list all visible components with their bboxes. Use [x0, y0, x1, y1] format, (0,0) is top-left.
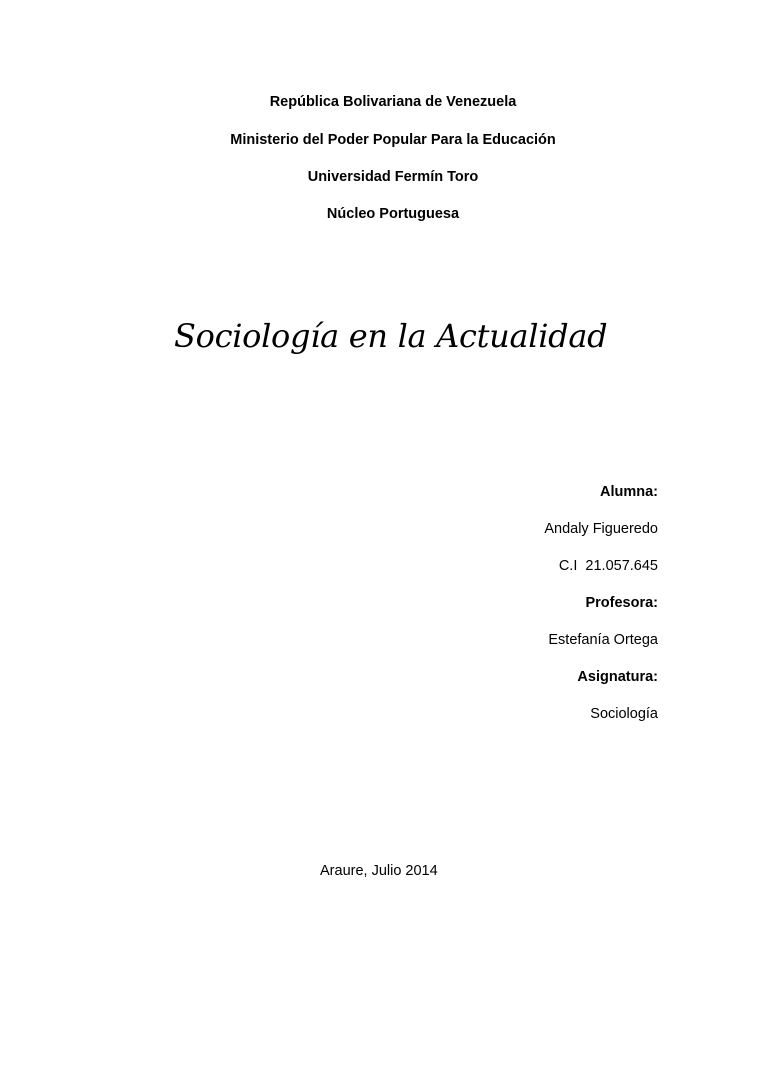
university-line: Universidad Fermín Toro — [307, 169, 479, 185]
campus-line: Núcleo Portuguesa — [326, 206, 460, 222]
subject-name: Sociología — [590, 706, 658, 722]
student-id: C.I 21.057.645 — [558, 558, 658, 574]
student-label: Alumna: — [600, 484, 658, 500]
author-info-block — [544, 482, 658, 741]
teacher-name: Estefanía Ortega — [548, 632, 658, 648]
teacher-label: Profesora: — [585, 595, 658, 611]
country-line: República Bolivariana de Venezuela — [269, 94, 517, 110]
ministry-line: Ministerio del Poder Popular Para la Educación — [230, 132, 556, 148]
subject-label: Asignatura: — [577, 669, 658, 685]
place-date: Araure, Julio 2014 — [320, 863, 438, 879]
student-name: Andaly Figueredo — [544, 521, 658, 537]
document-title: Sociología en la Actualidad — [174, 317, 608, 355]
